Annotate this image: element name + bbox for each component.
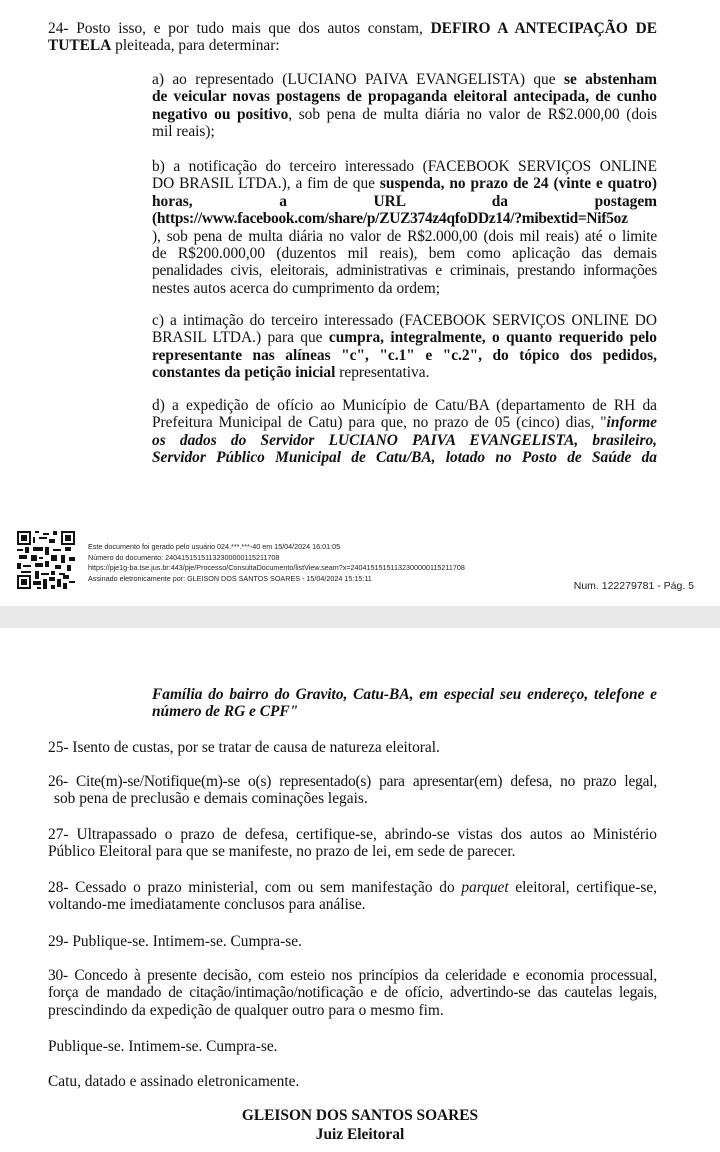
paragraph-29: 29- Publique-se. Intimem-se. Cumpra-se. (48, 933, 302, 950)
item-d-continuation: Família do bairro do Gravito, Catu-BA, em especial seu endereço, telefone e número de RG e CPF" (152, 686, 657, 721)
paragraph-25: 25- Isento de custas, por se tratar de causa de natureza eleitoral. (48, 739, 440, 756)
closing-location-date: Catu, datado e assinado eletronicamente. (48, 1073, 300, 1090)
item-c: c) a intimação do terceiro interessado (FACEBOOK SERVIÇOS ONLINE DO BRASIL LTDA.) para que cumpra, integralmente, o quanto requerido pelo representante nas alíneas "c", "c.1" e "c.2", do tópico dos pedidos, constantes da petição inicial representativa. (152, 312, 657, 382)
page-number: Num. 122279781 - Pág. 5 (573, 580, 694, 592)
paragraph-26: 26- Cite(m)-se/Notifique(m)-se o(s) representado(s) para apresentar(em) defesa, no prazo legal, sob pena de preclusão e demais cominações legais. (48, 773, 657, 808)
document-link[interactable]: https://pje1g-ba.tse.jus.br:443/pje/Processo/ConsultaDocumento/listView.seam?x=24041515151132300000115211708 (88, 563, 465, 573)
item-d: d) a expedição de ofício ao Município de Catu/BA (departamento de RH da Prefeitura Municipal de Catu) para que, no prazo de 05 (cinco) dias, "informe os dados do Servidor LUCIANO PAIVA EVANGELISTA, brasileiro, Servidor Público Municipal de Catu/BA, lotado no Posto de Saúde da (152, 397, 657, 467)
electronic-signature-footer: Este documento foi gerado pelo usuário 024.***.***-40 em 15/04/2024 16:01:05 Número do documento: 24041515151132300000115211708 https://pje1g-ba.tse.jus.br:443/pje/Processo/ConsultaDocumento/listView.seam?x=24041515151132300000115211708 Assinado eletronicamente por: GLEISON DOS SANTOS SOARES - 15/04/2024 15:15:11 (88, 542, 465, 583)
document-page-2 (0, 628, 720, 1152)
item-b: b) a notificação do terceiro interessado (FACEBOOK SERVIÇOS ONLINE DO BRASIL LTDA.), a fim de que suspenda, no prazo de 24 (vinte e quatro) horas, a URL da postagem (https://www.facebook.com/share/p/ZUZ374z4qfoDDz14/?mibextid=Nif5oz ), sob pena de multa diária no valor de R$2.000,00 (dois mil reais) até o limite de R$200.000,00 (duzentos mil reais), bem como aplicação das demais penalidades civis, eleitorais, administrativas e criminais, prestando informações nestes autos acerca do cumprimento da ordem; (152, 158, 657, 297)
paragraph-24: 24- Posto isso, e por tudo mais que dos autos constam, DEFIRO A ANTECIPAÇÃO DE TUTELA pleiteada, para determinar: (48, 20, 657, 55)
signer-name: GLEISON DOS SANTOS SOARES (241, 1107, 479, 1124)
item-a: a) ao representado (LUCIANO PAIVA EVANGELISTA) que se abstenham de veicular novas postagens de propaganda eleitoral antecipada, de cunho negativo ou positivo, sob pena de multa diária no valor de R$2.000,00 (dois mil reais); (152, 71, 657, 141)
signer-title: Juiz Eleitoral (315, 1126, 405, 1143)
qr-code-icon (17, 531, 75, 589)
closing-publish: Publique-se. Intimem-se. Cumpra-se. (48, 1038, 278, 1055)
paragraph-27: 27- Ultrapassado o prazo de defesa, certifique-se, abrindo-se vistas dos autos ao Ministério Público Eleitoral para que se manifeste, no prazo de lei, em sede de parecer. (48, 826, 657, 861)
paragraph-30: 30- Concedo à presente decisão, com esteio nos princípios da celeridade e economia processual, força de mandado de citação/intimação/notificação e de ofício, advertindo-se das cautelas legais, prescindindo da expedição de qualquer outro para o mesmo fim. (48, 967, 657, 1019)
paragraph-28: 28- Cessado o prazo ministerial, com ou sem manifestação do parquet eleitoral, certifique-se, voltando-me imediatamente conclusos para análise. (48, 879, 658, 914)
